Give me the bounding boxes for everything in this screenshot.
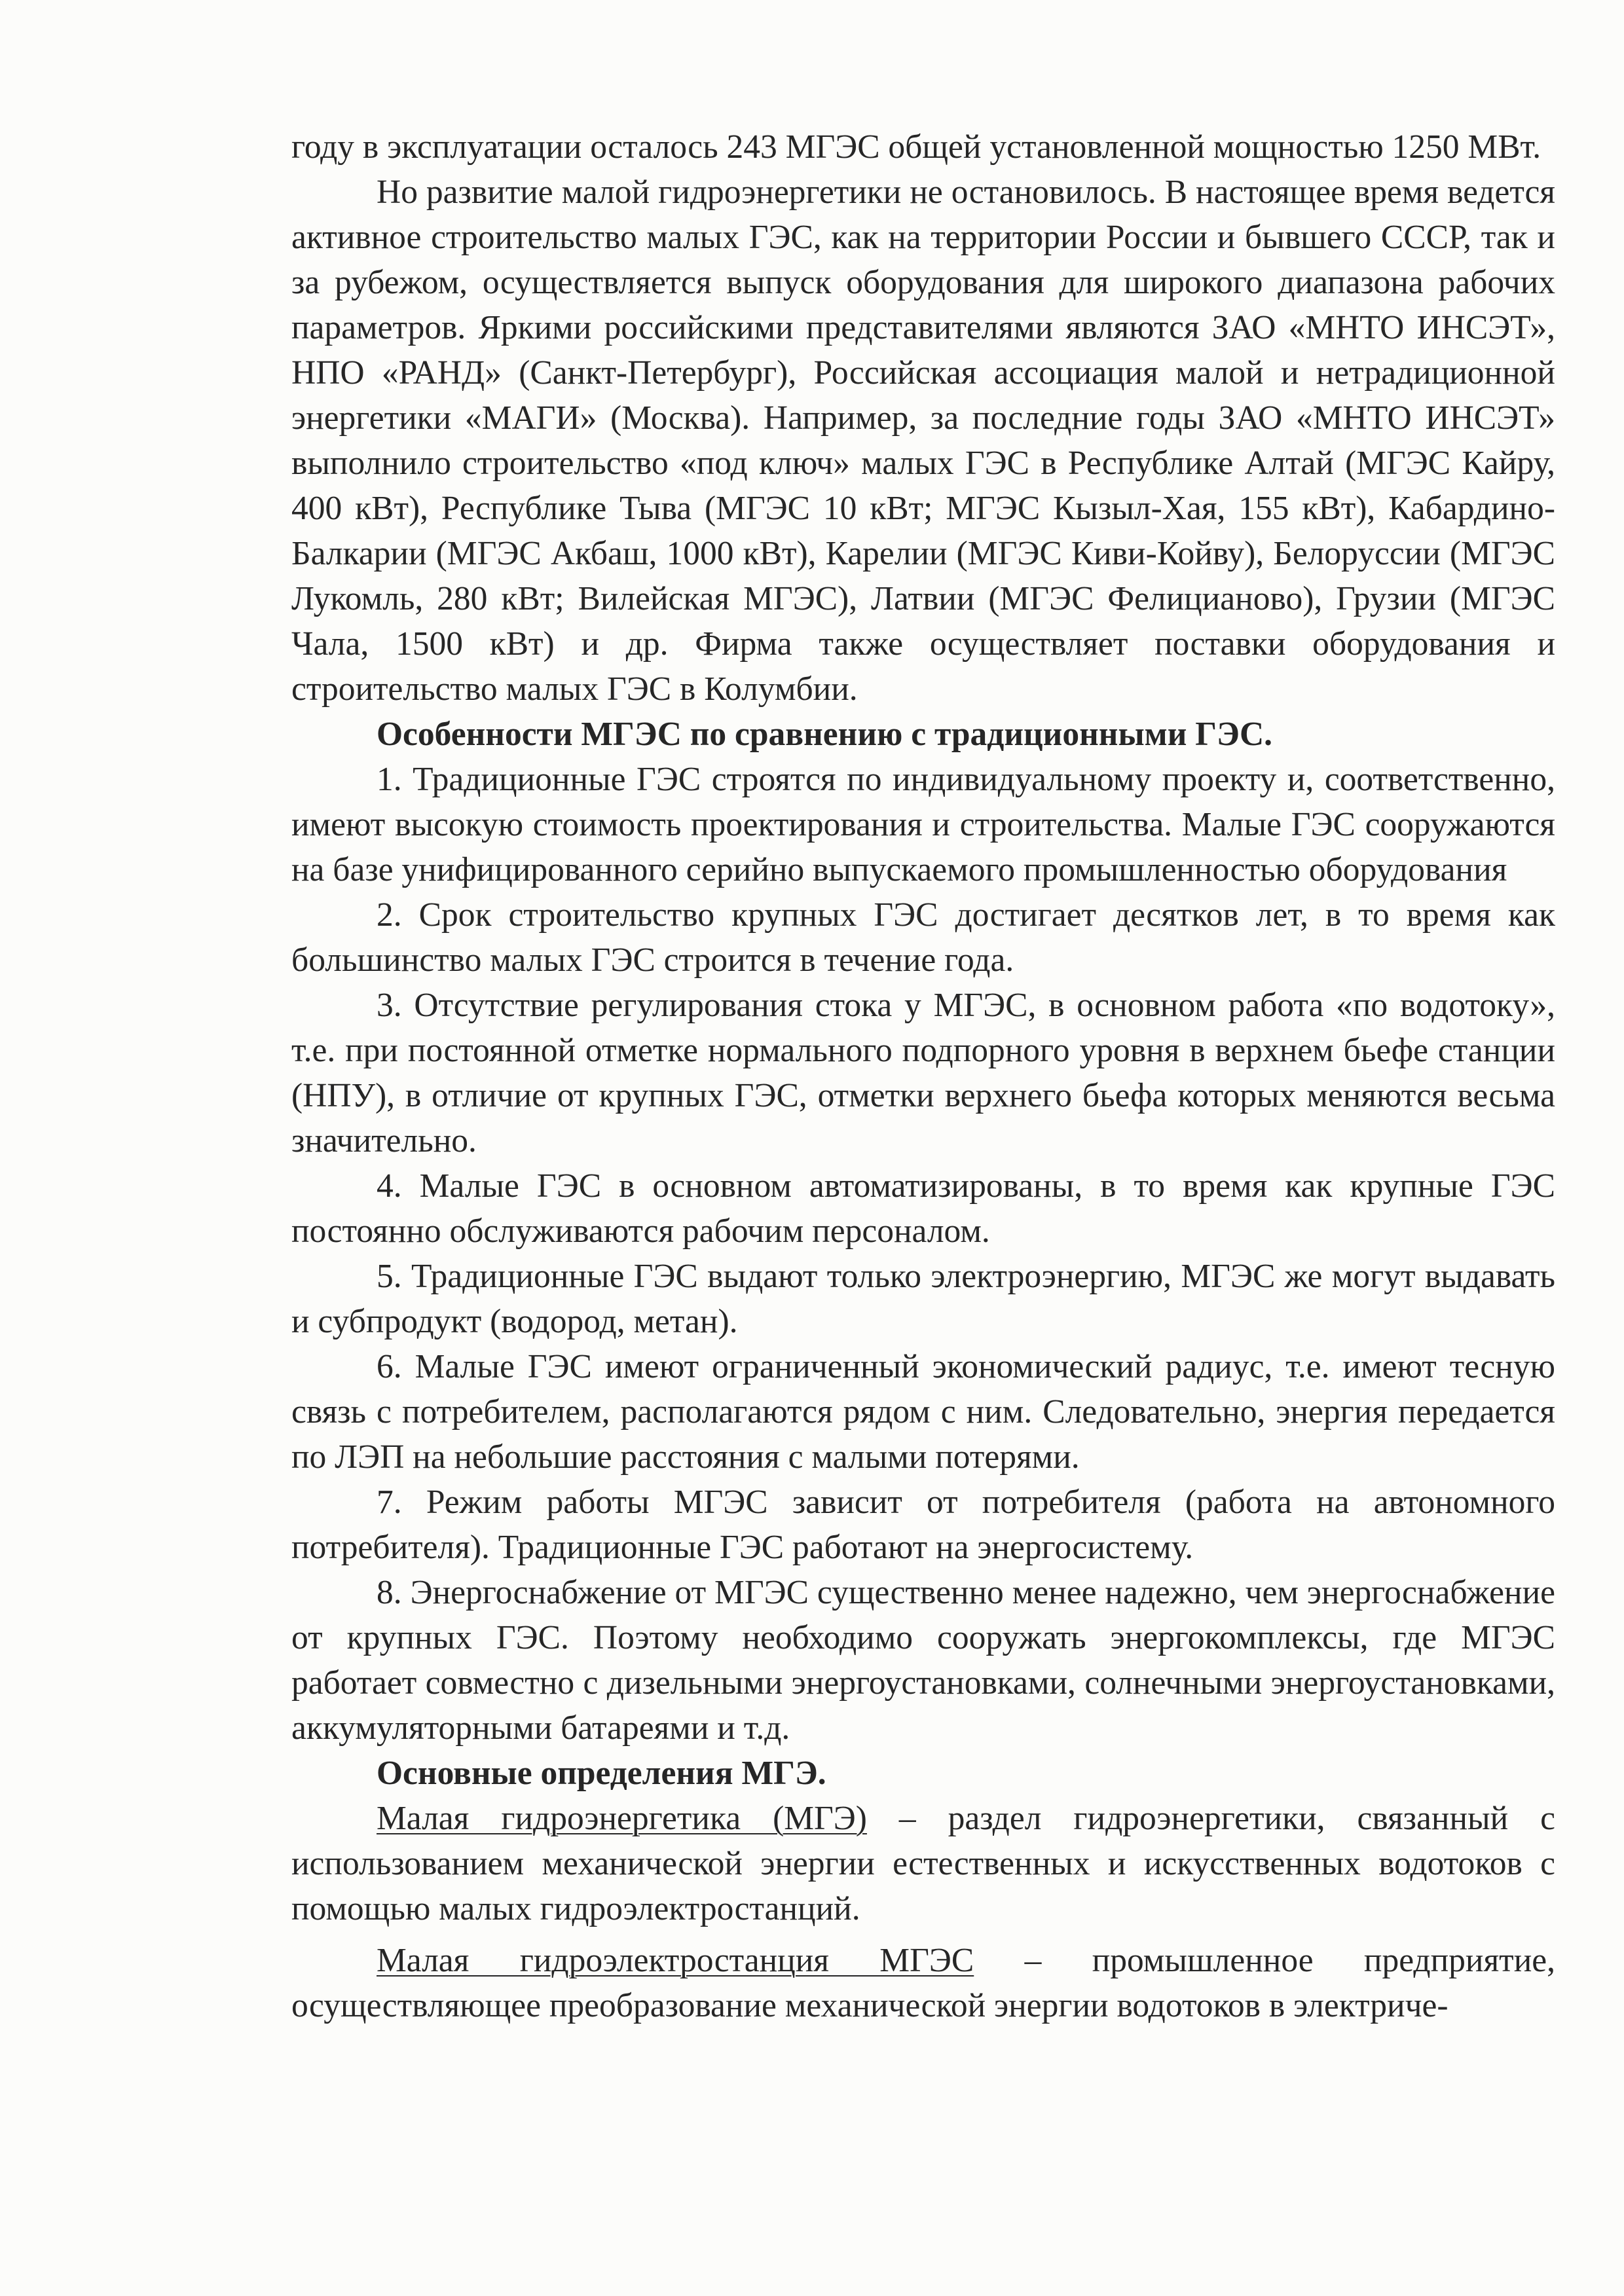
defined-term: Малая гидроэлектростанция МГЭС [377,1942,974,1979]
list-item: 2. Срок строительство крупных ГЭС достигает десятков лет, в то время как большинство малых ГЭС строится в течение года. [291,896,1555,979]
paragraph-continuation: году в эксплуатации осталось 243 МГЭС общей установленной мощностью 1250 МВт. [291,128,1541,166]
definition-text: – раздел гидроэнергетики, связанный с использованием механической энергии естественных и искусственных водотоков с помощью малых гидроэлектростанций. [291,1800,1556,1927]
list-item: 7. Режим работы МГЭС зависит от потребителя (работа на автономного потребителя). Традиционные ГЭС работают на энергосистему. [291,1484,1555,1566]
page-body [291,124,1555,2028]
list-item: 4. Малые ГЭС в основном автоматизированы, в то время как крупные ГЭС постоянно обслуживаются рабочим персоналом. [291,1167,1555,1250]
definition-text: – промышленное предприятие, осуществляющее преобразование механической энергии водотоков в электриче- [291,1942,1555,2024]
list-item: 3. Отсутствие регулирования стока у МГЭС, в основном работа «по водотоку», т.е. при постоянной отметке нормального подпорного уровня в верхнем бьефе станции (НПУ), в отличие от крупных ГЭС, отметки верхнего бьефа которых меняются весьма значительно. [291,987,1555,1159]
list-item: 5. Традиционные ГЭС выдают только электроэнергию, МГЭС же могут выдавать и субпродукт (водород, метан). [291,1258,1555,1340]
list-item: 8. Энергоснабжение от МГЭС существенно менее надежно, чем энергоснабжение от крупных ГЭС. Поэтому необходимо сооружать энергокомплексы, где МГЭС работает совместно с дизельными энергоустановками, солнечными энергоустановками, аккумуляторными батареями и т.д. [291,1574,1555,1747]
list-item: 6. Малые ГЭС имеют ограниченный экономический радиус, т.е. имеют тесную связь с потребителем, располагаются рядом с ним. Следовательно, энергия передается по ЛЭП на небольшие расстояния с малыми потерями. [291,1348,1555,1476]
section-heading-features: Особенности МГЭС по сравнению с традиционными ГЭС. [377,716,1273,753]
defined-term: Малая гидроэнергетика (МГЭ) [377,1800,867,1837]
section-heading-definitions: Основные определения МГЭ. [377,1755,826,1792]
paragraph-development: Но развитие малой гидроэнергетики не остановилось. В настоящее время ведется активное строительство малых ГЭС, как на территории России и бывшего СССР, так и за рубежом, осуществляется выпуск оборудования для широкого диапазона рабочих параметров. Яркими российскими представителями являются ЗАО «МНТО ИНСЭТ», НПО «РАНД» (Санкт-Петербург), Российская ассоциация малой и нетрадиционной энергетики «МАГИ» (Москва). Например, за последние годы ЗАО «МНТО ИНСЭТ» выполнило строительство «под ключ» малых ГЭС в Республике Алтай (МГЭС Кайру, 400 кВт), Республике Тыва (МГЭС 10 кВт; МГЭС Кызыл-Хая, 155 кВт), Кабардино-Балкарии (МГЭС Акбаш, 1000 кВт), Карелии (МГЭС Киви-Койву), Белоруссии (МГЭС Лукомль, 280 кВт; Вилейская МГЭС), Латвии (МГЭС Фелицианово), Грузии (МГЭС Чала, 1500 кВт) и др. Фирма также осуществляет поставки оборудования и строительство малых ГЭС в Колумбии. [291,173,1555,708]
list-item: 1. Традиционные ГЭС строятся по индивидуальному проекту и, соответственно, имеют высокую стоимость проектирования и строительства. Малые ГЭС сооружаются на базе унифицированного серийно выпускаемого промышленностью оборудования [291,761,1555,888]
definition-mge [291,1796,1555,1931]
definition-mges [291,1938,1555,2028]
